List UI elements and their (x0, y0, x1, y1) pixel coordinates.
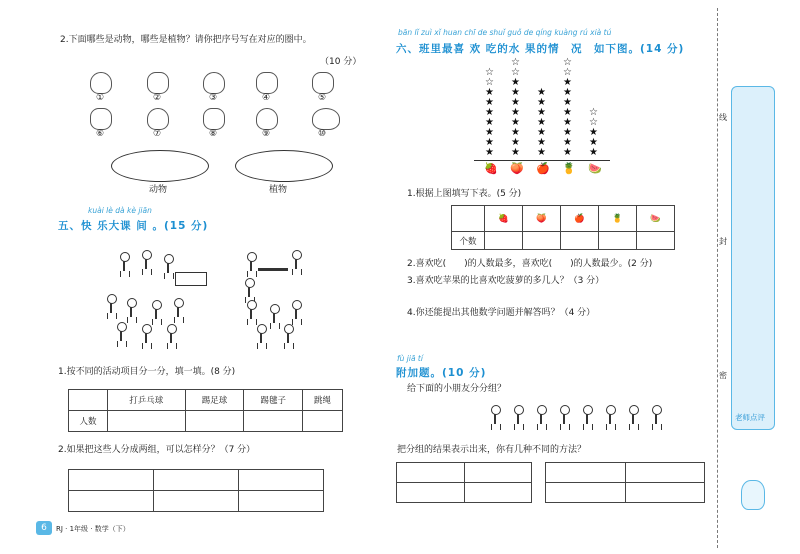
answer-cell[interactable] (154, 491, 239, 512)
pictograph-fruit-icon: 🍎 (536, 162, 550, 175)
q6-3-text: 3.喜欢吃苹果的比喜欢吃菠萝的多几人？（3 分） (407, 276, 605, 286)
pictograph-star: ★ (537, 137, 546, 148)
kid-figure (512, 405, 524, 431)
pictograph-star: ★ (485, 147, 494, 158)
bonus-pinyin: fù jiā tí (397, 354, 423, 363)
pictograph-baseline (474, 160, 610, 161)
table-header-empty (452, 206, 485, 232)
plant-pic (147, 72, 169, 94)
bonus-table-1 (396, 462, 532, 503)
q6-4-text: 4.你还能提出其他数学问题并解答吗？（4 分） (407, 308, 596, 318)
pictograph-fruit-icon: 🍑 (510, 162, 524, 175)
kid-figure (118, 252, 130, 278)
page-number: 6 (36, 521, 52, 535)
pic-number: ④ (262, 93, 271, 103)
pictograph-fruit-icon: 🍍 (562, 162, 576, 175)
animal-pic (147, 108, 169, 130)
kid-figure (172, 298, 184, 324)
pic-number: ⑥ (96, 129, 105, 139)
answer-cell[interactable] (397, 463, 465, 483)
pictograph-star: ☆ (563, 67, 572, 78)
animal-label: 动物 (149, 185, 168, 195)
pictograph-star: ★ (563, 137, 572, 148)
table-header (69, 390, 108, 411)
teacher-comment-label: 老师点评 (735, 413, 765, 422)
pictograph-star: ★ (589, 127, 598, 138)
bonus-table-2 (545, 462, 705, 503)
table-header: 跳绳 (303, 390, 343, 411)
pic-number: ⑤ (318, 93, 327, 103)
animal-pic (312, 108, 340, 130)
plant-label: 植物 (269, 185, 288, 195)
pictograph-star: ★ (511, 117, 520, 128)
bonus-text: 给下面的小朋友分分组？ (407, 384, 507, 394)
kid-figure (290, 250, 302, 276)
answer-cell[interactable] (546, 483, 626, 503)
fruit-table (451, 205, 675, 250)
pictograph-star: ☆ (511, 67, 520, 78)
kid-figure (290, 300, 302, 326)
pictograph-star: ☆ (589, 107, 598, 118)
bonus-text2: 把分组的结果表示出来，你有几种不同的方法？ (397, 445, 587, 455)
answer-cell[interactable] (185, 411, 244, 432)
plant-pic (256, 72, 278, 94)
table-row-label: 人数 (69, 411, 108, 432)
sec5-title: 五、快 乐大课 间 。(15 分) (58, 220, 209, 232)
pictograph-star: ★ (537, 127, 546, 138)
pictograph-star: ★ (537, 147, 546, 158)
pic-number: ⑨ (262, 129, 271, 139)
kid-figure (627, 405, 639, 431)
fruit-icon-cell: 🍍 (599, 206, 637, 232)
binding-char: 封 (719, 237, 727, 246)
pictograph-star: ★ (537, 107, 546, 118)
answer-cell[interactable] (239, 491, 324, 512)
grouping-table (68, 469, 324, 512)
pictograph-star: ★ (563, 117, 572, 128)
kid-figure (650, 405, 662, 431)
kid-figure (489, 405, 501, 431)
pic-number: ③ (209, 93, 218, 103)
table-row-label: 个数 (452, 232, 485, 250)
pictograph-star: ☆ (563, 57, 572, 68)
fruit-icon-cell: 🍑 (523, 206, 561, 232)
sec6-title: 六、班里最喜 欢 吃的水 果的情 况 如下图。(14 分) (396, 43, 685, 55)
answer-cell[interactable] (561, 232, 599, 250)
pictograph-star: ★ (589, 147, 598, 158)
pictograph-star: ★ (485, 97, 494, 108)
plant-oval[interactable] (235, 150, 333, 182)
binding-char: 密 (719, 371, 727, 380)
q5-1-text: 1.按不同的活动项目分一分，填一填。(8 分) (58, 367, 236, 377)
pictograph-star: ★ (563, 107, 572, 118)
animal-pic (203, 72, 225, 94)
q5-2-text: 2.如果把这些人分成两组，可以怎样分？（7 分） (58, 445, 256, 455)
kid-figure (558, 405, 570, 431)
table-header: 打乒乓球 (108, 390, 186, 411)
soccer-goal (175, 272, 207, 286)
pictograph-star: ★ (537, 87, 546, 98)
kid-figure (140, 324, 152, 350)
animal-pic (90, 72, 112, 94)
answer-cell[interactable] (69, 470, 154, 491)
pictograph-star: ★ (563, 147, 572, 158)
pictograph-star: ★ (537, 97, 546, 108)
plant-pic (203, 108, 225, 130)
plant-pic (90, 108, 112, 130)
mascot-icon (741, 480, 765, 510)
pic-number: ⑩ (318, 129, 327, 139)
kid-figure (245, 252, 257, 278)
pic-number: ⑧ (209, 129, 218, 139)
pic-number: ① (96, 93, 105, 103)
teacher-comment-panel[interactable] (731, 86, 775, 430)
pic-number: ⑦ (153, 129, 162, 139)
pictograph-fruit-icon: 🍓 (484, 162, 498, 175)
pictograph-star: ★ (485, 107, 494, 118)
pictograph-star: ☆ (485, 67, 494, 78)
answer-cell[interactable] (303, 411, 343, 432)
sec6-pinyin: bān lǐ zuì xǐ huan chī de shuǐ guǒ de qíng kuàng rú xià tú (398, 28, 612, 37)
fruit-icon-cell: 🍉 (637, 206, 675, 232)
kid-figure (165, 324, 177, 350)
kid-figure (162, 254, 174, 280)
pictograph-star: ★ (563, 87, 572, 98)
pictograph-star: ★ (485, 117, 494, 128)
pictograph-star: ★ (563, 97, 572, 108)
pictograph-star: ★ (537, 117, 546, 128)
pictograph-star: ★ (511, 147, 520, 158)
kid-figure (245, 300, 257, 326)
answer-cell[interactable] (397, 483, 465, 503)
pictograph-star: ★ (511, 97, 520, 108)
footer-text: RJ · 1年级 · 数学（下） (56, 525, 130, 533)
q2-text: 2.下面哪些是动物，哪些是植物？请你把序号写在对应的圈中。 (60, 35, 312, 45)
pictograph-star: ★ (485, 127, 494, 138)
pictograph-star: ★ (563, 77, 572, 88)
pic-number: ② (153, 93, 162, 103)
kid-figure (268, 304, 280, 330)
answer-cell[interactable] (546, 463, 626, 483)
pictograph-star: ★ (511, 127, 520, 138)
bonus-title: 附加题。(10 分) (396, 367, 487, 379)
answer-cell[interactable] (464, 483, 532, 503)
kid-figure (125, 298, 137, 324)
pictograph-star: ★ (511, 107, 520, 118)
pictograph-star: ★ (511, 87, 520, 98)
pictograph-star: ☆ (485, 77, 494, 88)
answer-cell[interactable] (599, 232, 637, 250)
answer-cell[interactable] (625, 483, 705, 503)
q6-1-text: 1.根据上图填写下表。(5 分) (407, 189, 522, 199)
activity-table (68, 389, 343, 432)
pictograph-star: ★ (589, 137, 598, 148)
answer-cell[interactable] (485, 232, 523, 250)
answer-cell[interactable] (239, 470, 324, 491)
fruit-icon-cell: 🍓 (485, 206, 523, 232)
pictograph-star: ★ (511, 77, 520, 88)
kid-figure (282, 324, 294, 350)
answer-cell[interactable] (244, 411, 303, 432)
sec5-pinyin: kuài lè dà kè jiān (88, 206, 152, 215)
answer-cell[interactable] (108, 411, 186, 432)
answer-cell[interactable] (154, 470, 239, 491)
answer-cell[interactable] (625, 463, 705, 483)
q2-score: （10 分） (320, 57, 362, 67)
q6-2-text: 2.喜欢吃( )的人数最多，喜欢吃( )的人数最少。(2 分) (407, 259, 653, 269)
answer-cell[interactable] (523, 232, 561, 250)
pictograph-star: ☆ (511, 57, 520, 68)
pictograph-star: ★ (485, 87, 494, 98)
fruit-icon-cell: 🍎 (561, 206, 599, 232)
kid-figure (535, 405, 547, 431)
pictograph-star: ★ (485, 137, 494, 148)
table-header: 踢毽子 (244, 390, 303, 411)
kid-figure (150, 300, 162, 326)
animal-pic (256, 108, 278, 130)
kid-figure (115, 322, 127, 348)
binding-char: 线 (719, 113, 727, 122)
binding-dashed-line (717, 8, 718, 548)
pictograph-fruit-icon: 🍉 (588, 162, 602, 175)
pingpong-table (258, 268, 288, 271)
table-header: 踢足球 (185, 390, 244, 411)
kid-figure (140, 250, 152, 276)
pictograph-star: ★ (563, 127, 572, 138)
pictograph-star: ☆ (589, 117, 598, 128)
answer-cell[interactable] (464, 463, 532, 483)
kid-figure (581, 405, 593, 431)
kid-figure (105, 294, 117, 320)
kid-figure (604, 405, 616, 431)
kid-figure (255, 324, 267, 350)
answer-cell[interactable] (637, 232, 675, 250)
pictograph-star: ★ (511, 137, 520, 148)
answer-cell[interactable] (69, 491, 154, 512)
animal-oval[interactable] (111, 150, 209, 182)
plant-pic (312, 72, 334, 94)
